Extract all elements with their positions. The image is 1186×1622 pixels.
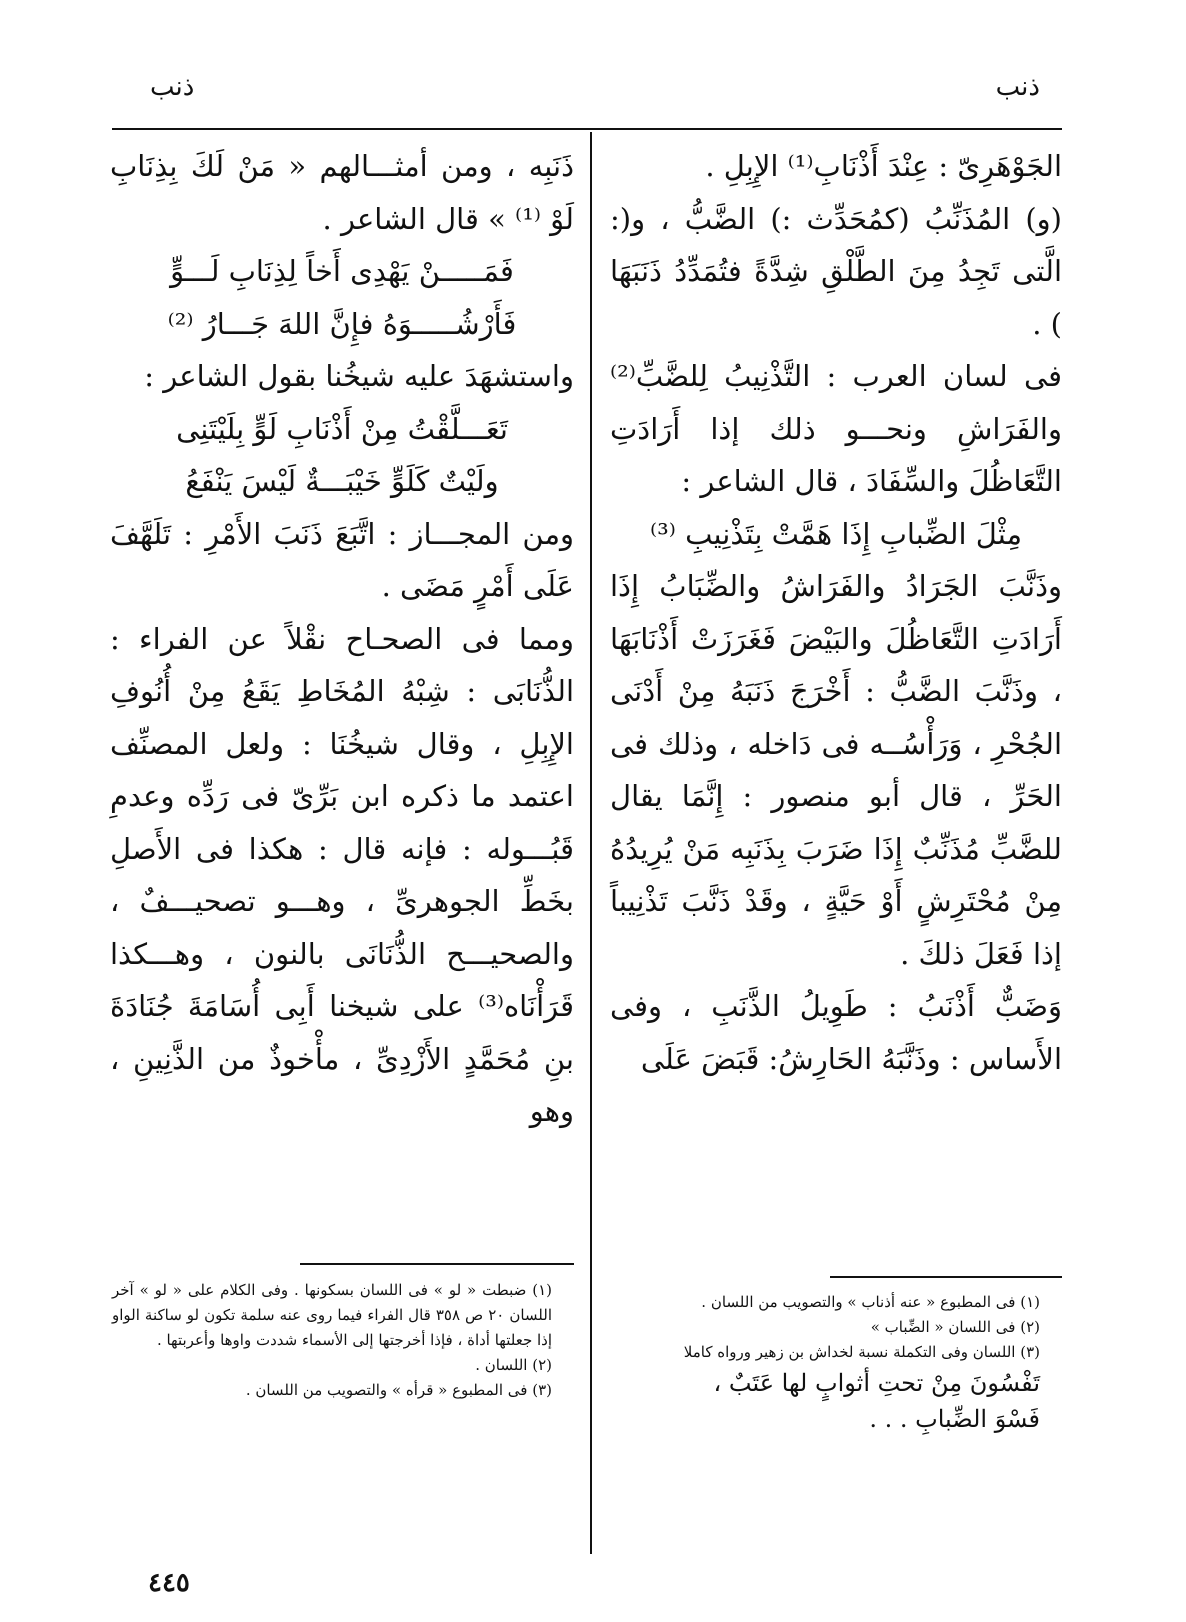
running-header-left: ذنب: [150, 72, 195, 102]
footnote-rule-left: [300, 1263, 574, 1265]
footnote-right-3: (٣) اللسان وفى التكملة نسبة لخداش بن زهير ورواه كاملا: [683, 1343, 1040, 1361]
left-verse-2-first-hemistich: تَعَـــلَّقْتُ مِنْ أَذْنَابِ لَوٍّ بِلَيْتَنِى: [176, 411, 508, 446]
right-paragraph-1: الجَوْهَرِىّ : عِنْدَ أَذْنَابِ⁽¹⁾ الإِبِلِ .: [705, 149, 1062, 183]
right-paragraph-4: وذَنَّبَ الجَرَادُ والفَرَاشُ والضِّبَابُ إِذَا أَرَادَتِ التَّعَاظُلَ والبَيْضَ فَغَرَزَتْ أَذْنَابَهَا ، وذَنَّبَ الضَّبُّ : أَخْرَجَ ذَنَبَهُ مِنْ أَدْنَى الجُحْرِ ، وَرَأْسُــه فى دَاخله ، وذلك فى الحَرِّ ، قال أبو منصور : إِنَّمَا يقال للضَّبِّ مُذَنِّبٌ إِذَا ضَرَبَ بِذَنَبِه مَنْ يُرِيدُهُ مِنْ مُحْتَرِشٍ أَوْ حَيَّةٍ ، وقَدْ ذَنَّبَ تَذْنِيباً إذا فَعَلَ ذلكَ .: [610, 569, 1062, 971]
footnote-right-2: (٢) فى اللسان « الضِّباب »: [870, 1318, 1040, 1336]
right-paragraph-5: وَضَبٌّ أَذْنَبُ : طَوِيلُ الذَّنَبِ ، وفى الأَساس : وذَنَّبَهُ الحَارِشُ: قَبَضَ عَلَى: [610, 989, 1062, 1076]
footnote-left-1: (١) ضبطت « لو » فى اللسان بسكونها . وفى الكلام على « لو » آخر اللسان ٢٠ ص ٣٥٨ قال الفراء فيما روى عنه سلمة تكون لو ساكنة الواو إذا جعلتها أداة ، فإذا أخرجتها إلى الأسماء شددت واوها وأعربتها .: [112, 1281, 553, 1349]
left-column: [110, 140, 574, 1138]
header-rule: [112, 128, 1062, 130]
left-verse-1-first-hemistich: فَمَـــــنْ يَهْدِى أَخاً لِذِنَابِ لَـــوٍّ: [170, 254, 514, 288]
left-paragraph-1: ذَنَبِه ، ومن أمثـــالهم « مَنْ لَكَ بِذِنَابِ لَوْ ⁽¹⁾ » قال الشاعر .: [110, 149, 574, 236]
page-number: ٤٤٥: [148, 1568, 190, 1598]
footnote-right-3-verse-b: فَسْوَ الضِّبابِ . . .: [869, 1405, 1040, 1433]
footnote-left-3: (٣) فى المطبوع « قرأه » والتصويب من اللسان .: [245, 1381, 552, 1399]
right-column: [610, 140, 1062, 1085]
left-paragraph-4: ومما فى الصحـاح نقْلاً عن الفراء : الذُّنَابَى : شِبْهُ المُخَاطِ يَقَعُ مِنْ أُنُوفِ الإِبِلِ ، وقال شيخُنَا : ولعل المصنِّف اعتمد ما ذكره ابن بَرِّىّ فى رَدِّه وعدمِ قَبُـــوله : فإنه قال : هكذا فى الأَصلِ بخَطِّ الجوهرىِّ ، وهـــو تصحيـــفٌ ، والصحيـــح الذُّنَانَى بالنون ، وهـــكذا قَرَأْنَاه⁽³⁾ على شيخنا أَبِى أُسَامَةَ جُنَادَةَ بنِ مُحَمَّدٍ الأَزْدِىِّ ، مأْخوذٌ من الذَّنِينِ ، وهو: [110, 621, 574, 1128]
left-paragraph-3: ومن المجـــاز : اتَّبَعَ ذَنَبَ الأَمْرِ : تَلَهَّفَ عَلَى أَمْرٍ مَضَى .: [110, 516, 574, 603]
right-verse: مِثْلَ الضِّبابِ إِذَا هَمَّتْ بِتَذْنِيبِ ⁽³⁾: [649, 516, 1023, 551]
footnote-right-3-verse-a: تَفْسُونَ مِنْ تحتِ أثوابٍ لها عَتَبٌ ،: [713, 1369, 1040, 1397]
left-verse-1-second-hemistich: فَأَرْشُـــــوَهُ فإِنَّ اللهَ جَـــارُ ⁽²⁾: [167, 306, 517, 341]
left-paragraph-2: واستشهَدَ عليه شيخُنا بقول الشاعر :: [144, 359, 574, 393]
footnotes-left: [112, 1278, 552, 1403]
footnote-rule-right: [830, 1276, 1062, 1278]
footnote-left-2: (٢) اللسان .: [475, 1356, 552, 1374]
footnote-right-1: (١) فى المطبوع « عنه أذناب » والتصويب من اللسان .: [701, 1293, 1040, 1311]
right-paragraph-2: (و) المُذَنِّبُ (كمُحَدِّث :) الضَّبُّ ، و(: الَّتى تَجِدُ مِنَ الطَّلْقِ شِدَّةً فتُمَدِّدُ ذَنَبَهَا ) .: [610, 201, 1062, 341]
left-verse-2-second-hemistich: ولَيْتٌ كَلَوٍّ خَيْبَـــةٌ لَيْسَ يَنْفَعُ: [185, 464, 499, 498]
column-divider: [590, 132, 592, 1554]
right-paragraph-3: فى لسان العرب : التَّذْنِيبُ لِلضَّبِّ⁽²⁾ والفَرَاشِ ونحـــو ذلك إذا أَرَادَتِ التَّعَاظُلَ والسِّفَادَ ، قال الشاعر :: [610, 359, 1062, 498]
footnotes-right: [610, 1290, 1040, 1437]
running-header-right: ذنب: [995, 72, 1040, 102]
